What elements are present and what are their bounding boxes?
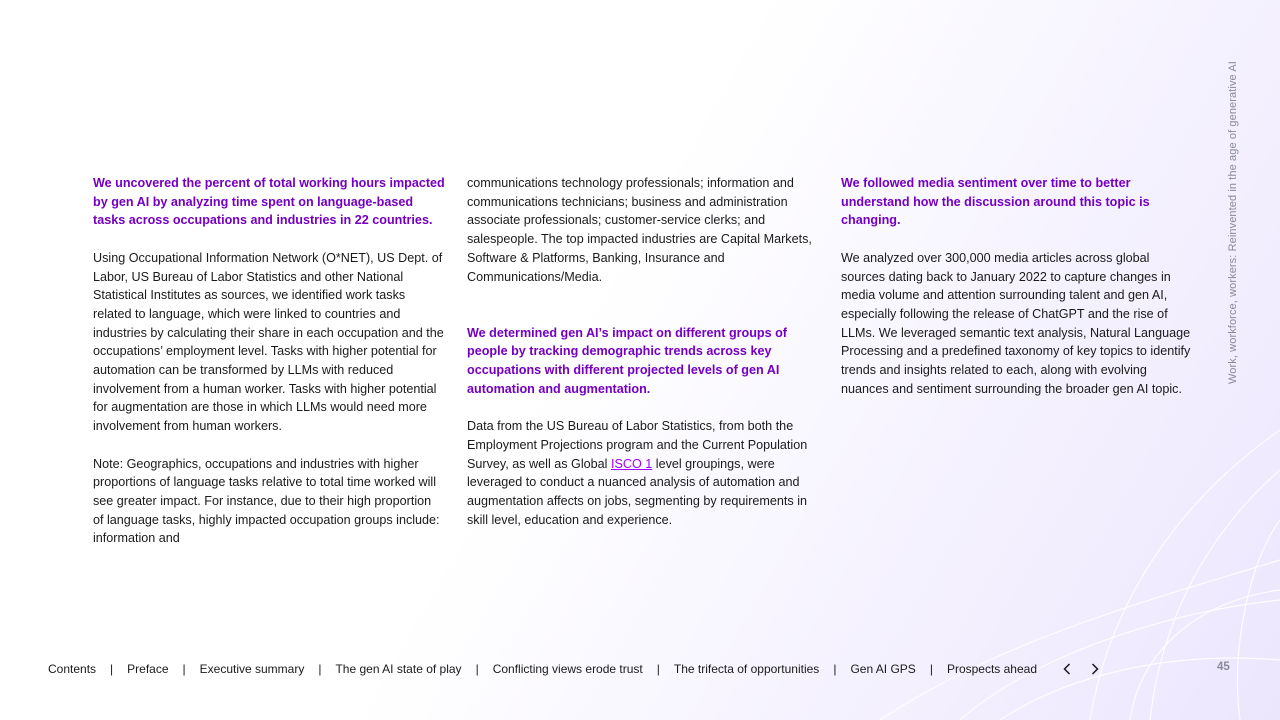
nav-separator: | — [182, 662, 186, 676]
paragraph-continuation: communications technology professionals; information and communications technicians; business and administration associate professionals; customer-service clerks; and salespeople. The top impacted industries are Capital Markets, Software & Platforms, Banking, Insurance and Communications/Media. — [467, 176, 812, 284]
nav-item-conflicting-views[interactable]: Conflicting views erode trust — [492, 662, 643, 676]
nav-separator: | — [475, 662, 479, 676]
nav-separator: | — [110, 662, 114, 676]
nav-item-trifecta[interactable]: The trifecta of opportunities — [673, 662, 820, 676]
footer-nav — [48, 660, 1037, 678]
column-left — [93, 174, 445, 548]
nav-item-preface[interactable]: Preface — [127, 662, 169, 676]
nav-item-prospects-ahead[interactable]: Prospects ahead — [946, 662, 1037, 676]
chevron-left-icon — [1063, 663, 1071, 675]
paragraph-bls-data — [467, 417, 819, 529]
page-arrows — [1060, 660, 1102, 678]
nav-item-state-of-play[interactable]: The gen AI state of play — [335, 662, 462, 676]
next-page-button[interactable] — [1088, 660, 1102, 678]
page-number: 45 — [1217, 661, 1230, 673]
section-heading-working-hours: We uncovered the percent of total working hours impacted by gen AI by analyzing time spent on language-based tasks across occupations and industries in 22 countries. — [93, 176, 445, 228]
nav-item-gen-ai-gps[interactable]: Gen AI GPS — [850, 662, 916, 676]
section-heading-media-sentiment: We followed media sentiment over time to better understand how the discussion around this topic is changing. — [841, 176, 1150, 228]
paragraph-media-analysis: We analyzed over 300,000 media articles across global sources dating back to January 2022 to capture changes in media volume and attention surrounding talent and gen AI, especially following the release of ChatGPT and the rise of LLMs. We leveraged semantic text analysis, Natural Language Processing and a predefined taxonomy of key topics to identify trends and insights related to each, along with evolving nuances and sentiment surrounding the broader gen AI topic. — [841, 250, 1191, 396]
nav-item-executive-summary[interactable]: Executive summary — [199, 662, 305, 676]
column-middle — [467, 174, 819, 529]
paragraph-text-after-link: level groupings, were leveraged to conduct a nuanced analysis of automation and augmentation affects on jobs, segmenting by requirements in skill level, education and experience. — [467, 456, 808, 527]
nav-item-contents[interactable]: Contents — [48, 662, 97, 676]
prev-page-button[interactable] — [1060, 660, 1074, 678]
nav-separator: | — [833, 662, 837, 676]
nav-separator: | — [656, 662, 660, 676]
paragraph-methodology-onet: Using Occupational Information Network (O*NET), US Dept. of Labor, US Bureau of Labor Statistics and other National Statistical Institutes as sources, we identified work tasks related to language, which were linked to countries and industries by calculating their share in each occupation and the occupations’ employment level. Tasks with higher potential for automation can be transformed by LLMs with reduced involvement from a human worker. Tasks with higher potential for augmentation are those in which LLMs would need more involvement from human workers. — [93, 250, 444, 434]
nav-separator: | — [318, 662, 322, 676]
nav-separator: | — [929, 662, 933, 676]
isco-link[interactable]: ISCO 1 — [610, 456, 653, 471]
section-heading-demographics: We determined gen AI’s impact on different groups of people by tracking demographic trends across key occupations with different projected levels of gen AI automation and augmentation. — [467, 325, 788, 396]
paragraph-text-before-link: Data from the US Bureau of Labor Statistics, from both the Employment Projections program and the Current Population Survey, as well as Global — [467, 419, 808, 471]
column-right — [841, 174, 1191, 398]
paragraph-note: Note: Geographics, occupations and industries with higher proportions of language tasks relative to total time worked will see greater impact. For instance, due to their high proportion of language tasks, highly impacted occupation groups include: information and — [93, 456, 440, 546]
report-side-title: Work, workforce, workers: Reinvented in the age of generative AI — [1227, 61, 1239, 384]
chevron-right-icon — [1091, 663, 1099, 675]
